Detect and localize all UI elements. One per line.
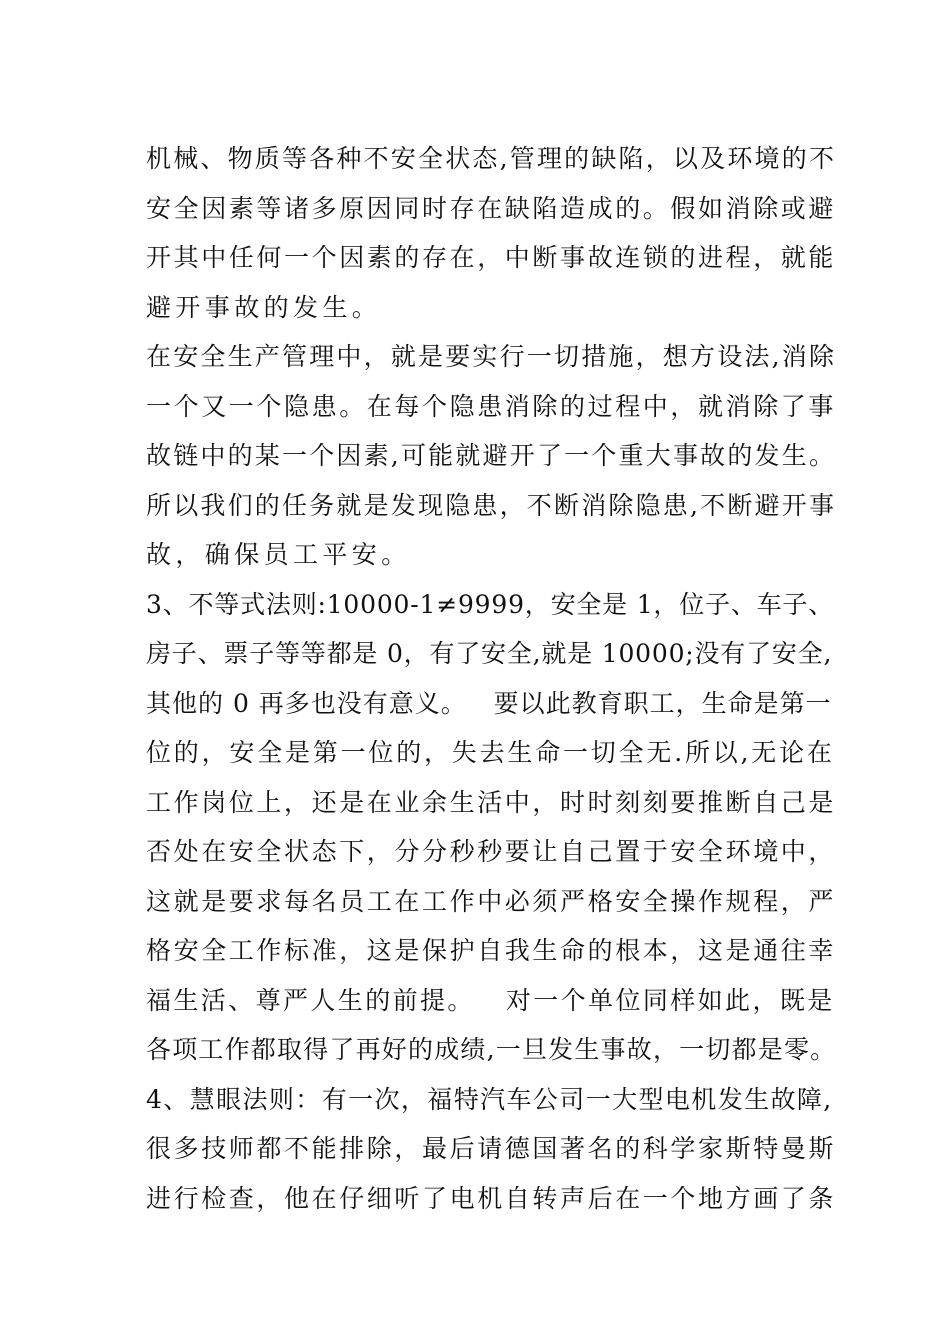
text-line: 在安全生产管理中，就是要实行一切措施，想方设法,消除 bbox=[146, 342, 837, 371]
text-line: 故链中的某一个因素,可能就避开了一个重大事故的发生。 bbox=[146, 441, 837, 470]
text-line: 安全因素等诸多原因同时存在缺陷造成的。假如消除或避 bbox=[146, 193, 837, 223]
text-line: 位的，安全是第一位的，失去生命一切全无.所以,无论在 bbox=[146, 738, 835, 767]
text-line: 各项工作都取得了再好的成绩,一旦发生事故，一切都是零。 bbox=[146, 1035, 837, 1064]
text-line: 进行检查，他在仔细听了电机自转声后在一个地方画了条 bbox=[146, 1183, 837, 1213]
text-line: 房子、票子等等都是 0，有了安全,就是 10000;没有了安全, bbox=[146, 639, 833, 668]
text-line: 一个又一个隐患。在每个隐患消除的过程中，就消除了事 bbox=[146, 391, 837, 421]
text-line: 工作岗位上，还是在业余生活中，时时刻刻要推断自己是 bbox=[146, 787, 837, 817]
text-line: 机械、物质等各种不安全状态,管理的缺陷，以及环境的不 bbox=[146, 144, 837, 173]
text-line: 其他的 0 再多也没有意义。 要以此教育职工，生命是第一 bbox=[146, 688, 832, 718]
text-line: 这就是要求每名员工在工作中必须严格安全操作规程，严 bbox=[146, 886, 837, 916]
text-line: 故，确保员工平安。 bbox=[146, 540, 411, 569]
text-line: 福生活、尊严人生的前提。 对一个单位同样如此，既是 bbox=[146, 985, 835, 1015]
text-line: 很多技师都不能排除，最后请德国著名的科学家斯特曼斯 bbox=[146, 1134, 837, 1163]
text-line: 4、慧眼法则：有一次，福特汽车公司一大型电机发生故障, bbox=[146, 1084, 833, 1114]
text-line: 格安全工作标准，这是保护自我生命的根本，这是通往幸 bbox=[146, 936, 837, 965]
text-line: 否处在安全状态下，分分秒秒要让自己置于安全环境中， bbox=[146, 837, 837, 866]
text-line: 开其中任何一个因素的存在，中断事故连锁的进程，就能 bbox=[146, 243, 837, 272]
text-line: 3、不等式法则:10000-1≠9999，安全是 1，位子、车子、 bbox=[146, 589, 835, 619]
text-line: 避开事故的发生。 bbox=[146, 292, 382, 322]
body-text bbox=[146, 134, 837, 1223]
text-line: 所以我们的任务就是发现隐患，不断消除隐患,不断避开事 bbox=[146, 490, 837, 520]
